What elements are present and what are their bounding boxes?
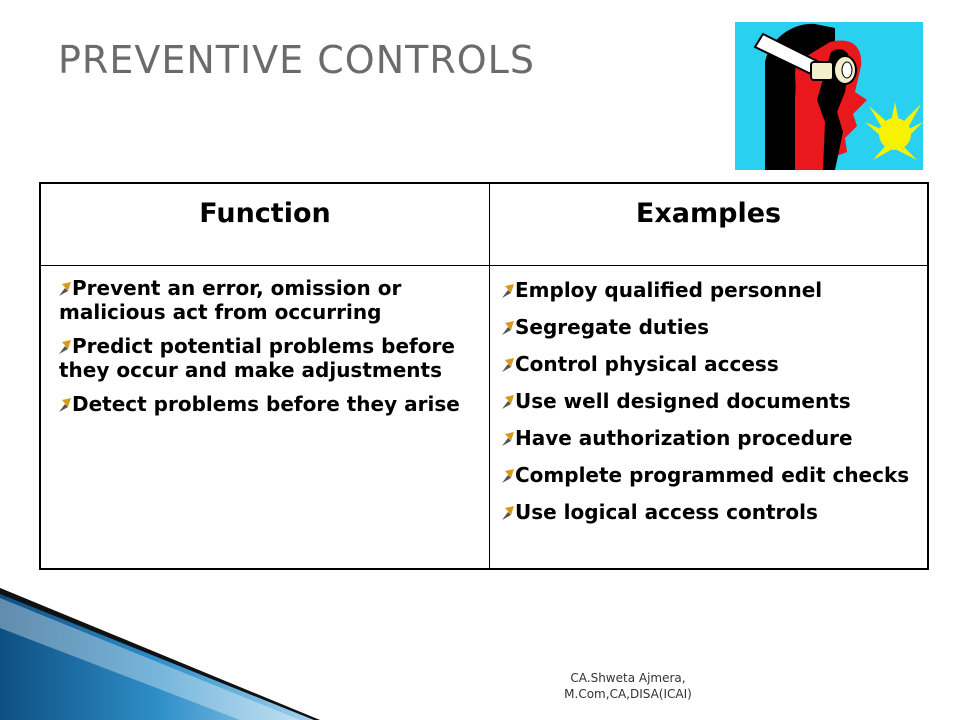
- examples-cell: [490, 266, 927, 568]
- function-item: Detect problems before they arise: [59, 392, 475, 416]
- arrow-bullet-icon: [502, 358, 514, 372]
- arrow-bullet-icon: [59, 398, 71, 412]
- example-item: Have authorization procedure: [502, 426, 913, 450]
- preventive-controls-table: [39, 182, 929, 570]
- function-list: [59, 276, 475, 416]
- arrow-bullet-icon: [502, 395, 514, 409]
- arrow-bullet-icon: [502, 469, 514, 483]
- example-item: Employ qualified personnel: [502, 278, 913, 302]
- function-cell: [41, 266, 490, 568]
- example-item: Control physical access: [502, 352, 913, 376]
- arrow-bullet-icon: [502, 432, 514, 446]
- function-item: Predict potential problems before they occur and make adjustments: [59, 334, 455, 382]
- person-with-binoculars-icon: [735, 22, 923, 170]
- example-item: Segregate duties: [502, 315, 913, 339]
- slide-title: PREVENTIVE CONTROLS: [58, 38, 535, 82]
- arrow-bullet-icon: [502, 284, 514, 298]
- arrow-bullet-icon: [502, 506, 514, 520]
- function-column-header: Function: [41, 184, 490, 266]
- author-footer: [548, 670, 708, 702]
- example-item: Use well designed documents: [502, 389, 913, 413]
- footer-line-2: M.Com,CA,DISA(ICAI): [564, 687, 692, 701]
- examples-list: [502, 278, 913, 524]
- footer-line-1: CA.Shweta Ajmera,: [570, 671, 686, 685]
- decorative-swoosh: [0, 588, 320, 720]
- example-item: Complete programmed edit checks: [502, 463, 913, 487]
- example-item: Use logical access controls: [502, 500, 913, 524]
- arrow-bullet-icon: [59, 282, 71, 296]
- function-item: Prevent an error, omission or malicious act from occurring: [59, 276, 402, 324]
- arrow-bullet-icon: [502, 321, 514, 335]
- examples-column-header: Examples: [490, 184, 927, 266]
- arrow-bullet-icon: [59, 340, 71, 354]
